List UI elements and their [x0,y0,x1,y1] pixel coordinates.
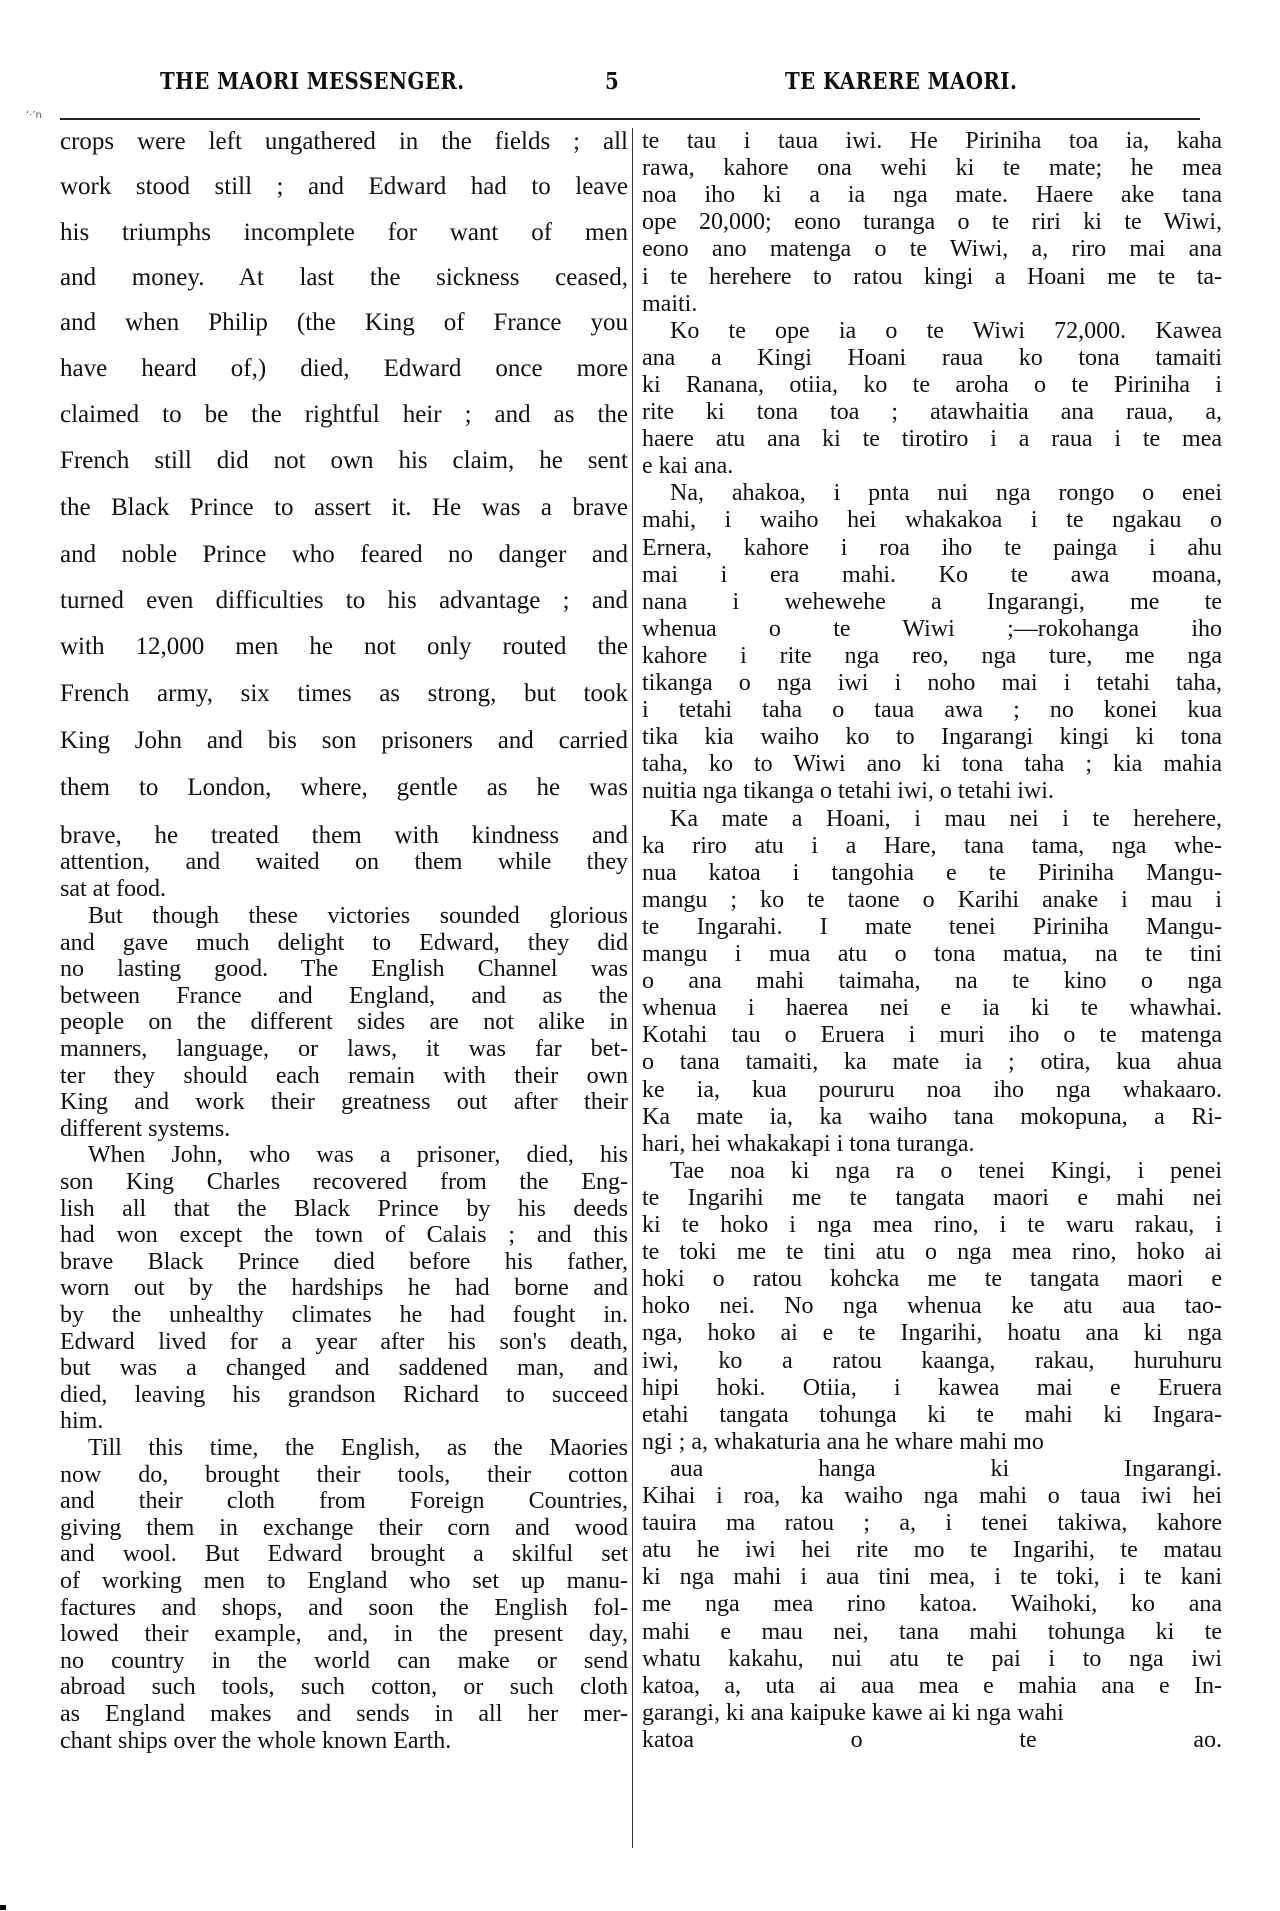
scan-edge-mark [0,1905,6,1910]
text-line: whenua o te Wiwi ;—rokohanga iho [642,615,1222,642]
text-line: aua hanga ki Ingarangi. [670,1455,1222,1482]
text-line: son King Charles recovered from the Eng- [60,1169,628,1195]
text-line: i tetahi taha o taua awa ; no konei kua [642,697,1222,724]
text-line: tika kia waiho ko to Ingarangi kingi ki tona [642,724,1222,751]
scan-smudge-mark: ʻ·ʼn [26,110,42,121]
text-line: claimed to be the rightful heir ; and as the [60,401,628,428]
text-line: between France and England, and as the [60,982,628,1009]
text-line: e kai ana. [642,453,734,480]
text-line: i te herehere to ratou kingi a Hoani me te ta- [642,263,1222,290]
text-line: died, leaving his grandson Richard to succeed [60,1381,628,1408]
text-line: te toki me te tini atu o nga mea rino, hoko ai [642,1239,1222,1266]
text-line: and when Philip (the King of France you [60,309,628,336]
text-line: and noble Prince who feared no danger and [60,541,628,568]
text-line: and their cloth from Foreign Countries, [60,1488,628,1515]
text-line: ke ia, kua poururu noa iho nga whakaaro. [642,1076,1222,1103]
column-divider [632,128,633,1848]
english-title: THE MAORI MESSENGER. [160,68,465,95]
text-line: and wool. But Edward brought a skilful set [60,1541,628,1568]
text-line: ki te hoko i nga mea rino, i te waru rakau, i [642,1212,1222,1238]
text-line: atu he iwi hei rite mo te Ingarihi, te matau [642,1537,1222,1564]
text-line: nua katoa i tangohia e te Piriniha Mangu- [642,859,1222,886]
text-line: as England makes and sends in all her mer- [60,1701,628,1727]
text-line: work stood still ; and Edward had to leave [60,173,628,200]
text-line: mangu i mua atu o tona matua, na te tini [642,941,1222,967]
text-line: Kotahi tau o Eruera i muri iho o te matenga [642,1022,1222,1049]
page-number: 5 [605,68,620,95]
text-line: ana a Kingi Hoani raua ko tona tamaiti [642,344,1222,371]
text-line: giving them in exchange their corn and wood [60,1514,628,1541]
text-line: hari, hei whakakapi i tona turanga. [642,1130,975,1157]
text-line: mangu ; ko te taone o Karihi anake i mau i [642,886,1222,913]
text-line: but was a changed and saddened man, and [60,1355,628,1382]
text-line: him. [60,1408,104,1435]
text-line: chant ships over the whole known Earth. [60,1727,452,1754]
text-line: te tau i taua iwi. He Piriniha toa ia, kaha [642,128,1222,154]
text-line: brave Black Prince died before his father, [60,1248,628,1275]
text-line: mahi e mau nei, tana mahi tohunga ki te [642,1618,1222,1645]
text-line: maiti. [642,290,698,317]
text-line: the Black Prince to assert it. He was a brave [60,494,628,521]
text-line: tikanga o nga iwi i noho mai i tetahi taha, [642,670,1222,696]
text-line: had won except the town of Calais ; and this [60,1222,628,1249]
header-rule [60,118,1200,120]
text-line: mai i era mahi. Ko te awa moana, [642,561,1222,588]
text-line: and money. At last the sickness ceased, [60,264,628,291]
text-line: worn out by the hardships he had borne and [60,1275,628,1302]
text-line: When John, who was a prisoner, died, his [88,1142,628,1169]
text-line: But though these victories sounded glorious [88,903,628,929]
text-line: his triumphs incomplete for want of men [60,219,628,246]
text-line: haere atu ana ki te tirotiro i a raua i te mea [642,426,1222,453]
text-line: of working men to England who set up manu- [60,1568,628,1594]
text-line: hipi hoki. Otiia, i kawea mai e Eruera [642,1374,1222,1401]
text-line: have heard of,) died, Edward once more [60,355,628,382]
text-line: ter they should each remain with their own [60,1062,628,1089]
text-line: now do, brought their tools, their cotton [60,1461,628,1488]
text-line: iwi, ko a ratou kaanga, rakau, huruhuru [642,1347,1222,1374]
text-line: ka riro atu i a Hare, tana tama, nga whe- [642,832,1222,859]
text-line: Till this time, the English, as the Maories [88,1435,628,1461]
text-line: Edward lived for a year after his son's death, [60,1328,628,1355]
text-line: King John and bis son prisoners and carried [60,727,628,754]
text-line: by the unhealthy climates he had fought in. [60,1302,628,1328]
text-line: katoa o te ao. [642,1726,1222,1753]
text-line: abroad such tools, such cotton, or such cloth [60,1674,628,1701]
text-line: tauira ma ratou ; a, i tenei takiwa, kahore [642,1510,1222,1537]
text-line: lowed their example, and, in the present day, [60,1621,628,1648]
text-line: etahi tangata tohunga ki te mahi ki Ingara- [642,1401,1222,1428]
text-line: King and work their greatness out after their [60,1089,628,1116]
text-line: nana i wehewehe a Ingarangi, me te [642,588,1222,615]
text-line: te Ingarahi. I mate tenei Piriniha Mangu- [642,913,1222,940]
text-line: crops were left ungathered in the fields ; all [60,128,628,155]
text-line: o tana tamaiti, ka mate ia ; otira, kua ahua [642,1049,1222,1076]
text-line: rawa, kahore ona wehi ki te mate; he mea [642,155,1222,182]
text-line: o ana mahi taimaha, na te kino o nga [642,968,1222,995]
text-line: and gave much delight to Edward, they did [60,929,628,956]
text-line: taha, ko to Wiwi ano ki tona taha ; kia mahia [642,751,1222,778]
text-line: attention, and waited on them while they [60,849,628,875]
text-line: ki Ranana, otiia, ko te aroha o te Piriniha i [642,371,1222,398]
text-line: te Ingarihi me te tangata maori e mahi nei [642,1184,1222,1211]
text-line: Ko te ope ia o te Wiwi 72,000. Kawea [670,317,1222,344]
text-line: kahore i rite nga reo, nga ture, me nga [642,642,1222,669]
text-line: brave, he treated them with kindness and [60,822,628,849]
text-line: people on the different sides are not alike in [60,1009,628,1036]
text-line: whatu kakahu, nui atu te pai i to nga iwi [642,1645,1222,1672]
text-line: no country in the world can make or send [60,1647,628,1674]
text-line: lish all that the Black Prince by his deeds [60,1195,628,1222]
text-line: French still did not own his claim, he sent [60,447,628,474]
text-line: noa iho ki a ia nga mate. Haere ake tana [642,182,1222,209]
text-line: Na, ahakoa, i pnta nui nga rongo o enei [670,480,1222,507]
text-line: nuitia nga tikanga o tetahi iwi, o tetahi iwi. [642,778,1054,805]
text-line: sat at food. [60,876,166,902]
text-line: Kihai i roa, ka waiho nga mahi o taua iwi hei [642,1483,1222,1509]
text-line: them to London, where, gentle as he was [60,774,628,801]
text-line: garangi, ki ana kaipuke kawe ai ki nga wahi [642,1699,1064,1726]
text-line: eono ano matenga o te Wiwi, a, riro mai ana [642,236,1222,263]
page-header [0,68,1280,108]
text-line: turned even difficulties to his advantage ; and [60,587,628,614]
text-line: nga, hoko ai e te Ingarihi, hoatu ana ki nga [642,1320,1222,1347]
text-line: Ka mate a Hoani, i mau nei i te herehere, [670,805,1222,832]
text-line: Ernera, kahore i roa iho te painga i ahu [642,534,1222,561]
text-line: me nga mea rino katoa. Waihoki, ko ana [642,1591,1222,1618]
maori-title: TE KARERE MAORI. [785,68,1018,95]
text-line: hoki o ratou kohcka me te tangata maori e [642,1266,1222,1293]
text-line: with 12,000 men he not only routed the [60,633,628,660]
text-line: whenua i haerea nei e ia ki te whawhai. [642,995,1222,1022]
text-line: manners, language, or laws, it was far bet- [60,1036,628,1062]
text-line: katoa, a, uta ai aua mea e mahia ana e In- [642,1672,1222,1699]
text-line: hoko nei. No nga whenua ke atu aua tao- [642,1293,1222,1320]
text-line: mahi, i waiho hei whakakoa i te ngakau o [642,507,1222,534]
text-line: factures and shops, and soon the English fol- [60,1594,628,1621]
text-line: Ka mate ia, ka waiho tana mokopuna, a Ri- [642,1103,1222,1130]
text-line: French army, six times as strong, but took [60,680,628,707]
text-line: ki nga mahi i aua tini mea, i te toki, i te kani [642,1564,1222,1591]
text-line: rite ki tona toa ; atawhaitia ana raua, a, [642,399,1222,425]
text-line: no lasting good. The English Channel was [60,956,628,983]
text-line: different systems. [60,1115,231,1142]
text-line: ngi ; a, whakaturia ana he whare mahi mo [642,1428,1044,1455]
text-line: ope 20,000; eono turanga o te riri ki te Wiwi, [642,209,1222,236]
text-line: Tae noa ki nga ra o tenei Kingi, i penei [670,1157,1222,1184]
